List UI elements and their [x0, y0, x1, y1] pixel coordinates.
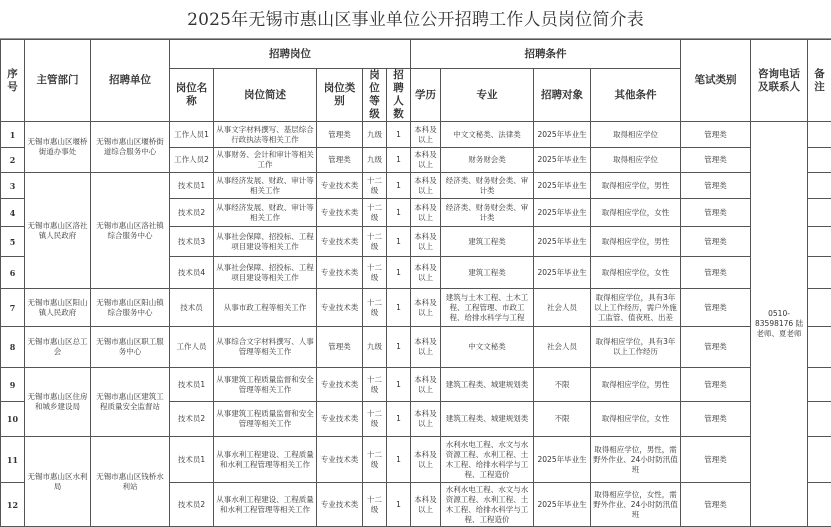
position-level-cell: 十二级 [363, 173, 387, 199]
table-row [1, 368, 831, 402]
seq-cell: 2 [1, 148, 25, 173]
major-cell: 水利水电工程、水文与水资源工程、水利工程、土木工程、给排水科学与工程、工程造价 [441, 483, 534, 527]
position-type-cell: 管理类 [317, 148, 363, 173]
position-type-cell: 专业技术类 [317, 257, 363, 289]
target-cell: 2025年毕业生 [534, 227, 591, 257]
remarks-cell [808, 368, 831, 402]
position-type-cell: 管理类 [317, 122, 363, 148]
education-cell: 本科及以上 [411, 402, 441, 437]
target-cell: 社会人员 [534, 289, 591, 327]
headcount-cell: 1 [387, 289, 411, 327]
position-level-cell: 十二级 [363, 368, 387, 402]
position-name-cell: 技术员 [170, 289, 214, 327]
target-cell: 社会人员 [534, 327, 591, 368]
position-level-cell: 十二级 [363, 483, 387, 527]
contact-cell: 0510-83598176 陆老师、夏老师 [751, 122, 808, 527]
position-name-cell: 工作人员1 [170, 122, 214, 148]
education-cell: 本科及以上 [411, 368, 441, 402]
position-level-cell: 九级 [363, 148, 387, 173]
headcount-cell: 1 [387, 483, 411, 527]
exam-type-cell: 管理类 [681, 483, 751, 527]
position-desc-cell: 从事文字材料撰写、基层综合行政执法等相关工作 [214, 122, 317, 148]
headcount-cell: 1 [387, 148, 411, 173]
other-conditions-cell: 取得相应学位，女性，需野外作业、24小时防汛值班 [591, 483, 681, 527]
remarks-cell [808, 402, 831, 437]
remarks-cell [808, 148, 831, 173]
table-row [1, 289, 831, 327]
other-conditions-cell: 取得相应学位，男性 [591, 227, 681, 257]
education-cell: 本科及以上 [411, 289, 441, 327]
position-type-cell: 专业技术类 [317, 483, 363, 527]
position-desc-cell: 从事经济发展、财政、审计等相关工作 [214, 173, 317, 199]
major-cell: 中文文秘类 [441, 327, 534, 368]
header-position-type: 岗位类别 [317, 69, 363, 122]
remarks-cell [808, 122, 831, 148]
position-type-cell: 专业技术类 [317, 289, 363, 327]
education-cell: 本科及以上 [411, 327, 441, 368]
position-desc-cell: 从事建筑工程质量监督和安全管理等相关工作 [214, 368, 317, 402]
seq-cell: 5 [1, 227, 25, 257]
target-cell: 2025年毕业生 [534, 173, 591, 199]
seq-cell: 12 [1, 483, 25, 527]
headcount-cell: 1 [387, 327, 411, 368]
exam-type-cell: 管理类 [681, 257, 751, 289]
target-cell: 2025年毕业生 [534, 199, 591, 227]
remarks-cell [808, 199, 831, 227]
unit-cell: 无锡市惠山区阳山镇综合服务中心 [91, 289, 170, 327]
major-cell: 建筑工程类 [441, 227, 534, 257]
header-position-name: 岗位名称 [170, 69, 214, 122]
education-cell: 本科及以上 [411, 173, 441, 199]
education-cell: 本科及以上 [411, 437, 441, 483]
position-desc-cell: 从事建筑工程质量监督和安全管理等相关工作 [214, 402, 317, 437]
position-name-cell: 工作人员 [170, 327, 214, 368]
major-cell: 财务财会类 [441, 148, 534, 173]
target-cell: 不限 [534, 368, 591, 402]
position-type-cell: 管理类 [317, 327, 363, 368]
seq-cell: 11 [1, 437, 25, 483]
seq-cell: 8 [1, 327, 25, 368]
department-cell: 无锡市惠山区阳山镇人民政府 [25, 289, 91, 327]
header-target: 招聘对象 [534, 69, 591, 122]
target-cell: 2025年毕业生 [534, 122, 591, 148]
position-name-cell: 技术员2 [170, 199, 214, 227]
exam-type-cell: 管理类 [681, 122, 751, 148]
target-cell: 2025年毕业生 [534, 483, 591, 527]
table-row [1, 122, 831, 148]
department-cell: 无锡市惠山区堰桥街道办事处 [25, 122, 91, 173]
major-cell: 建筑工程类、城建规划类 [441, 368, 534, 402]
education-cell: 本科及以上 [411, 148, 441, 173]
remarks-cell [808, 227, 831, 257]
header-position-desc: 岗位简述 [214, 69, 317, 122]
major-cell: 建筑与土木工程、土木工程、工程管理、市政工程、给排水科学与工程 [441, 289, 534, 327]
position-type-cell: 专业技术类 [317, 402, 363, 437]
headcount-cell: 1 [387, 402, 411, 437]
position-desc-cell: 从事财务、会计和审计等相关工作 [214, 148, 317, 173]
other-conditions-cell: 取得相应学位，具有3年以上工作经历，需户外施工监管、值夜班、出差 [591, 289, 681, 327]
exam-type-cell: 管理类 [681, 327, 751, 368]
exam-type-cell: 管理类 [681, 289, 751, 327]
position-desc-cell: 从事水利工程建设、工程质量和水利工程管理等相关工作 [214, 483, 317, 527]
header-conditions-group: 招聘条件 [411, 40, 681, 69]
education-cell: 本科及以上 [411, 227, 441, 257]
target-cell: 2025年毕业生 [534, 437, 591, 483]
seq-cell: 3 [1, 173, 25, 199]
headcount-cell: 1 [387, 227, 411, 257]
position-name-cell: 技术员1 [170, 368, 214, 402]
header-unit: 招聘单位 [91, 40, 170, 122]
header-exam-type: 笔试类别 [681, 40, 751, 122]
department-cell: 无锡市惠山区总工会 [25, 327, 91, 368]
headcount-cell: 1 [387, 437, 411, 483]
department-cell: 无锡市惠山区水利局 [25, 437, 91, 527]
remarks-cell [808, 483, 831, 527]
position-name-cell: 技术员4 [170, 257, 214, 289]
unit-cell: 无锡市惠山区职工服务中心 [91, 327, 170, 368]
position-name-cell: 技术员1 [170, 173, 214, 199]
seq-cell: 10 [1, 402, 25, 437]
education-cell: 本科及以上 [411, 199, 441, 227]
unit-cell: 无锡市惠山区堰桥街道综合服务中心 [91, 122, 170, 173]
position-desc-cell: 从事社会保障、招投标、工程项目建设等相关工作 [214, 227, 317, 257]
position-desc-cell: 从事经济发展、财政、审计等相关工作 [214, 199, 317, 227]
exam-type-cell: 管理类 [681, 227, 751, 257]
header-seq: 序号 [1, 40, 25, 122]
major-cell: 经济类、财务财会类、审计类 [441, 173, 534, 199]
position-desc-cell: 从事社会保障、招投标、工程项目建设等相关工作 [214, 257, 317, 289]
position-type-cell: 专业技术类 [317, 173, 363, 199]
position-level-cell: 十二级 [363, 257, 387, 289]
seq-cell: 4 [1, 199, 25, 227]
position-level-cell: 十二级 [363, 199, 387, 227]
remarks-cell [808, 257, 831, 289]
education-cell: 本科及以上 [411, 122, 441, 148]
other-conditions-cell: 取得相应学位，男性 [591, 368, 681, 402]
position-name-cell: 技术员2 [170, 402, 214, 437]
remarks-cell [808, 289, 831, 327]
exam-type-cell: 管理类 [681, 199, 751, 227]
position-level-cell: 十二级 [363, 227, 387, 257]
table-row [1, 173, 831, 199]
exam-type-cell: 管理类 [681, 368, 751, 402]
remarks-cell [808, 173, 831, 199]
exam-type-cell: 管理类 [681, 148, 751, 173]
position-type-cell: 专业技术类 [317, 227, 363, 257]
major-cell: 建筑工程类、城建规划类 [441, 402, 534, 437]
headcount-cell: 1 [387, 368, 411, 402]
headcount-cell: 1 [387, 257, 411, 289]
position-level-cell: 九级 [363, 327, 387, 368]
unit-cell: 无锡市惠山区钱桥水利站 [91, 437, 170, 527]
position-type-cell: 专业技术类 [317, 368, 363, 402]
seq-cell: 1 [1, 122, 25, 148]
major-cell: 建筑工程类 [441, 257, 534, 289]
position-desc-cell: 从事综合文字材料撰写、人事管理等相关工作 [214, 327, 317, 368]
seq-cell: 6 [1, 257, 25, 289]
other-conditions-cell: 取得相应学位，女性 [591, 257, 681, 289]
unit-cell: 无锡市惠山区建筑工程质量安全监督站 [91, 368, 170, 437]
table-row [1, 327, 831, 368]
education-cell: 本科及以上 [411, 257, 441, 289]
position-name-cell: 技术员3 [170, 227, 214, 257]
header-position-group: 招聘岗位 [170, 40, 411, 69]
position-desc-cell: 从事水利工程建设、工程质量和水利工程管理等相关工作 [214, 437, 317, 483]
position-level-cell: 九级 [363, 122, 387, 148]
remarks-cell [808, 327, 831, 368]
headcount-cell: 1 [387, 122, 411, 148]
other-conditions-cell: 取得相应学位，男性，需野外作业、24小时防汛值班 [591, 437, 681, 483]
table-row [1, 437, 831, 483]
other-conditions-cell: 取得相应学位，男性 [591, 173, 681, 199]
position-name-cell: 技术员2 [170, 483, 214, 527]
department-cell: 无锡市惠山区洛社镇人民政府 [25, 173, 91, 289]
header-contact: 咨询电话及联系人 [751, 40, 808, 122]
header-position-level: 岗位等级 [363, 69, 387, 122]
major-cell: 经济类、财务财会类、审计类 [441, 199, 534, 227]
seq-cell: 7 [1, 289, 25, 327]
target-cell: 2025年毕业生 [534, 148, 591, 173]
major-cell: 水利水电工程、水文与水资源工程、水利工程、土木工程、给排水科学与工程、工程造价 [441, 437, 534, 483]
position-level-cell: 十二级 [363, 289, 387, 327]
position-name-cell: 技术员1 [170, 437, 214, 483]
header-major: 专业 [441, 69, 534, 122]
department-cell: 无锡市惠山区住房和城乡建设局 [25, 368, 91, 437]
header-headcount: 招聘人数 [387, 69, 411, 122]
unit-cell: 无锡市惠山区洛社镇综合服务中心 [91, 173, 170, 289]
position-desc-cell: 从事市政工程等相关工作 [214, 289, 317, 327]
seq-cell: 9 [1, 368, 25, 402]
other-conditions-cell: 取得相应学位，女性 [591, 402, 681, 437]
exam-type-cell: 管理类 [681, 173, 751, 199]
other-conditions-cell: 取得相应学位 [591, 148, 681, 173]
header-remarks: 备注 [808, 40, 831, 122]
major-cell: 中文文秘类、法律类 [441, 122, 534, 148]
exam-type-cell: 管理类 [681, 402, 751, 437]
position-name-cell: 工作人员2 [170, 148, 214, 173]
headcount-cell: 1 [387, 173, 411, 199]
target-cell: 2025年毕业生 [534, 257, 591, 289]
header-education: 学历 [411, 69, 441, 122]
other-conditions-cell: 取得相应学位，女性 [591, 199, 681, 227]
education-cell: 本科及以上 [411, 483, 441, 527]
other-conditions-cell: 取得相应学位 [591, 122, 681, 148]
exam-type-cell: 管理类 [681, 437, 751, 483]
other-conditions-cell: 取得相应学位，具有3年以上工作经历 [591, 327, 681, 368]
recruitment-table [0, 39, 831, 527]
position-level-cell: 十二级 [363, 437, 387, 483]
position-level-cell: 十二级 [363, 402, 387, 437]
header-other: 其他条件 [591, 69, 681, 122]
position-type-cell: 专业技术类 [317, 199, 363, 227]
document-title: 2025年无锡市惠山区事业单位公开招聘工作人员岗位简介表 [0, 0, 831, 39]
position-type-cell: 专业技术类 [317, 437, 363, 483]
header-department: 主管部门 [25, 40, 91, 122]
remarks-cell [808, 437, 831, 483]
headcount-cell: 1 [387, 199, 411, 227]
target-cell: 不限 [534, 402, 591, 437]
